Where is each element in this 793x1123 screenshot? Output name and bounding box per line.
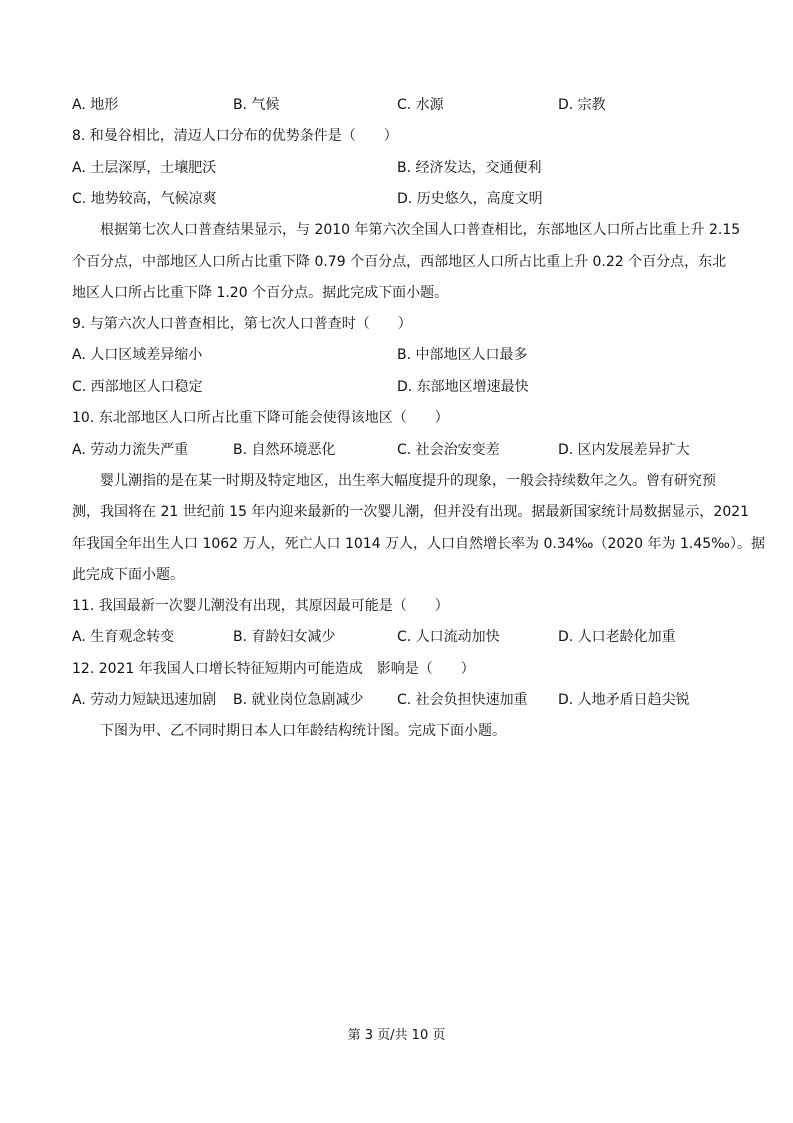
passage2-line-1: 婴儿潮指的是在某一时期及特定地区，出生率大幅度提升的现象，一般会持续数年之久。曾有研究预	[100, 473, 716, 489]
passage3-line: 下图为甲、乙不同时期日本人口年龄结构统计图。完成下面小题。	[100, 723, 506, 739]
q8-option-c: C. 地势较高，气候凉爽	[72, 191, 217, 207]
q12-stem: 12. 2021 年我国人口增长特征短期内可能造成 影响是（ ）	[72, 661, 475, 677]
q8-stem: 8. 和曼谷相比，清迈人口分布的优势条件是（ ）	[72, 128, 398, 144]
q10-option-c: C. 社会治安变差	[397, 442, 500, 458]
q12-option-a: A. 劳动力短缺迅速加剧	[72, 692, 217, 708]
passage2-line-3: 年我国全年出生人口 1062 万人，死亡人口 1014 万人，人口自然增长率为 0.34‰（2020 年为 1.45‰）。据	[72, 536, 765, 552]
passage1-line-2: 个百分点，中部地区人口所占比重下降 0.79 个百分点，西部地区人口所占比重上升 0.22 个百分点，东北	[72, 254, 727, 270]
passage1-line-3: 地区人口所占比重下降 1.20 个百分点。据此完成下面小题。	[72, 285, 449, 301]
q10-stem: 10. 东北部地区人口所占比重下降可能会使得该地区（ ）	[72, 410, 449, 426]
q7-option-c: C. 水源	[397, 97, 444, 113]
q10-option-b: B. 自然环境恶化	[233, 442, 336, 458]
q11-option-b: B. 育龄妇女减少	[233, 629, 336, 645]
q8-option-b: B. 经济发达，交通便利	[397, 160, 542, 176]
passage2-line-4: 此完成下面小题。	[72, 567, 184, 583]
page-number-footer: 第 3 页/共 10 页	[347, 1028, 446, 1043]
q9-option-d: D. 东部地区增速最快	[397, 379, 529, 395]
q7-option-a: A. 地形	[72, 97, 119, 113]
q11-option-c: C. 人口流动加快	[397, 629, 500, 645]
q8-option-a: A. 土层深厚，土壤肥沃	[72, 160, 217, 176]
q7-option-d: D. 宗教	[558, 97, 606, 113]
q7-option-b: B. 气候	[233, 97, 280, 113]
q8-option-d: D. 历史悠久，高度文明	[397, 191, 543, 207]
q9-option-c: C. 西部地区人口稳定	[72, 379, 203, 395]
q9-option-a: A. 人口区域差异缩小	[72, 347, 203, 363]
q10-option-a: A. 劳动力流失严重	[72, 442, 189, 458]
q10-option-d: D. 区内发展差异扩大	[558, 442, 690, 458]
q11-option-d: D. 人口老龄化加重	[558, 629, 676, 645]
q9-stem: 9. 与第六次人口普查相比，第七次人口普查时（ ）	[72, 316, 412, 332]
q12-option-c: C. 社会负担快速加重	[397, 692, 528, 708]
q12-option-b: B. 就业岗位急剧减少	[233, 692, 364, 708]
q9-option-b: B. 中部地区人口最多	[397, 347, 528, 363]
q12-option-d: D. 人地矛盾日趋尖锐	[558, 692, 690, 708]
q11-option-a: A. 生育观念转变	[72, 629, 175, 645]
q11-stem: 11. 我国最新一次婴儿潮没有出现，其原因最可能是（ ）	[72, 598, 449, 614]
passage1-line-1: 根据第七次人口普查结果显示，与 2010 年第六次全国人口普查相比，东部地区人口所占比重上升 2.15	[100, 222, 741, 238]
passage2-line-2: 测，我国将在 21 世纪前 15 年内迎来最新的一次婴儿潮，但并没有出现。据最新国家统计局数据显示，2021	[72, 504, 750, 520]
